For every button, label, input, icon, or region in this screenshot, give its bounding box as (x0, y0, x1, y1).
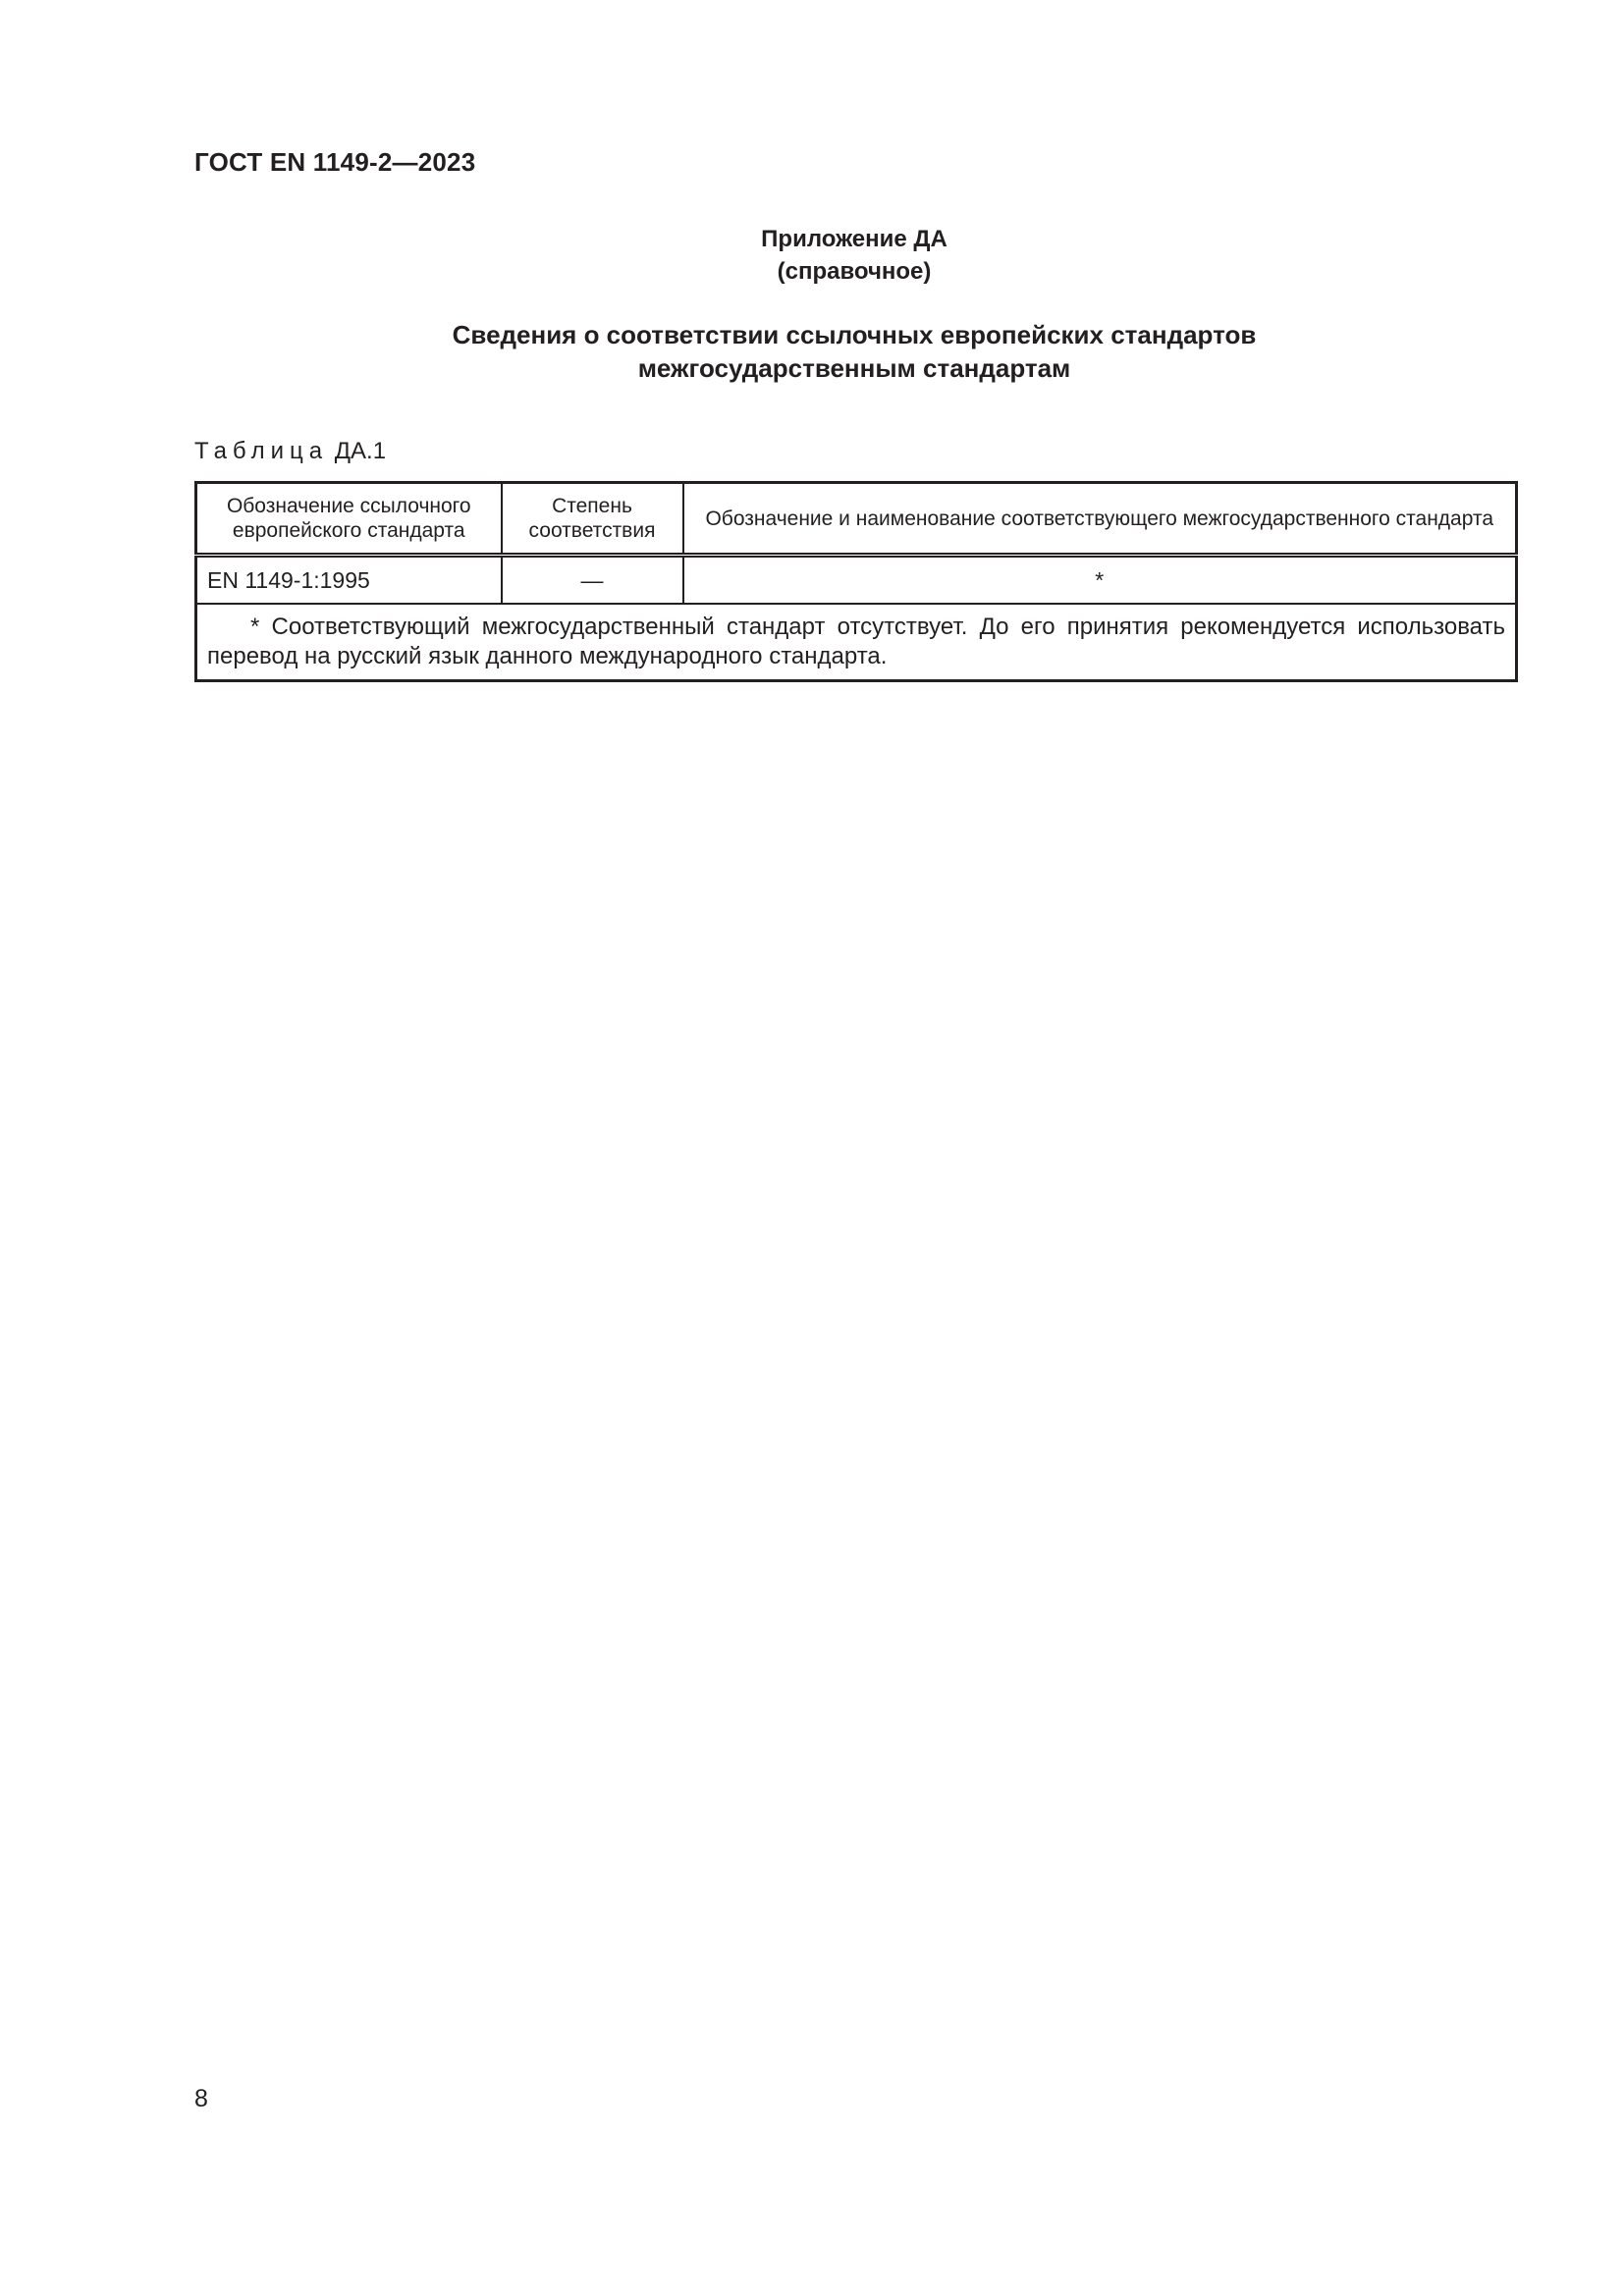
annex-title: Приложение ДА (761, 226, 947, 252)
column-header-interstate-standard: Обозначение и наименование соответствующего межгосударственного стандарта (683, 483, 1517, 556)
table-caption-number: ДА.1 (334, 438, 387, 464)
reference-standards-table (194, 481, 1518, 682)
table-footnote: * Соответствующий межгосударственный стандарт отсутствует. До его принятия рекомендуется использовать перевод на русский язык данного международного стандарта. (196, 604, 1517, 681)
table-caption (194, 438, 386, 465)
document-code: ГОСТ EN 1149-2—2023 (194, 147, 476, 177)
table-row (196, 556, 1517, 605)
section-title-line-1: Сведения о соответствии ссылочных европейских стандартов (452, 320, 1257, 349)
cell-standard-code: EN 1149-1:1995 (196, 556, 502, 605)
section-title-line-2: межгосударственным стандартам (637, 353, 1071, 383)
page-number: 8 (194, 2085, 208, 2112)
cell-degree: — (502, 556, 683, 605)
cell-interstate-standard: * (683, 556, 1517, 605)
column-header-european-standard: Обозначение ссылочного европейского стандарта (196, 483, 502, 556)
annex-subtitle: (справочное) (777, 258, 932, 285)
table-header-row (196, 483, 1517, 556)
table-footnote-row (196, 604, 1517, 681)
section-title (194, 318, 1514, 385)
table-caption-word: Таблица (194, 438, 329, 464)
column-header-degree: Степень соответствия (502, 483, 683, 556)
